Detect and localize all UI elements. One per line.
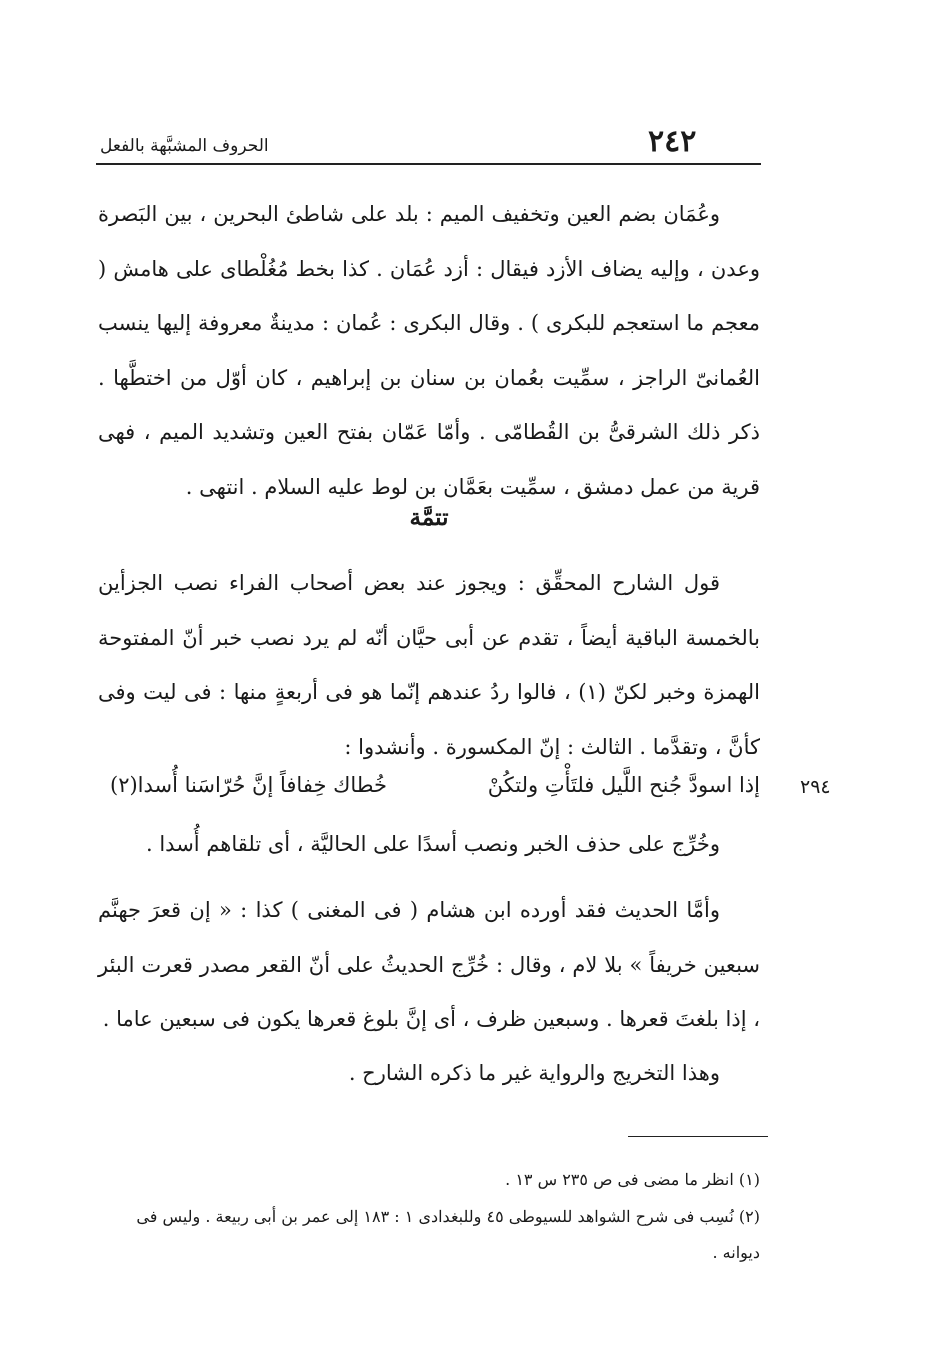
running-title: الحروف المشبَّهة بالفعل xyxy=(100,136,269,156)
paragraph-oman: وعُمَان بضم العين وتخفيف الميم : بلد على شاطئ البحرين ، بين البَصرة وعدن ، وإليه يضاف الأزد فيقال : أزد عُمَان . كذا بخط مُغُلْطاى على هامش ( معجم ما استعجم للبكرى ) . وقال البكرى : عُمان : مدينةٌ معروفة إليها ينسب العُمانىّ الراجز ، سمِّيت بعُمان بن سنان بن إبراهيم ، كان أوّل من اختطَّها . ذكر ذلك الشرقىُّ بن القُطامّى . وأمّا عَمّان بفتح العين وتشديد الميم ، فهى قرية من عمل دمشق ، سمِّيت بعَمَّان بن لوط عليه السلام . انتهى . xyxy=(98,202,760,499)
section-title: تتمَّة xyxy=(409,504,449,531)
paragraph-hadith: وأمَّا الحديث فقد أورده ابن هشام ( فى المغنى ) كذا : « إن قعرَ جهنَّم سبعين خريفاً » بلا لام ، وقال : خُرِّج الحديثُ على أنّ القعر مصدر قعرت البئر ، إذا بلغتَ قعرها . وسبعين ظرف ، أى إنَّ بلوغ قعرها يكون فى سبعين عاما . xyxy=(98,898,760,1031)
poetry-verse xyxy=(98,762,760,808)
page-number: ٢٤٢ xyxy=(648,124,697,159)
verse-second-hemistich: خُطاك خِفافاً إنَّ حُرّاسَنا أُسدا(٢) xyxy=(110,773,388,797)
verse-number: ٢٩٤ xyxy=(800,776,831,798)
footnote-1: (١) انظر ما مضى فى ص ٢٣٥ س ١٣ . xyxy=(505,1170,760,1189)
paragraph-interpretation: وخُرِّج على حذف الخبر ونصب أسدًا على الحاليَّة ، أى تلقاهم أُسدا . xyxy=(146,832,720,856)
verse-first-hemistich: إذا اسودَّ جُنح اللَّيل فلتَأْتِ ولتكُنْ xyxy=(487,773,760,797)
paragraph-commentary: قول الشارح المحقِّق : ويجوز عند بعض أصحاب الفراء نصب الجزأين بالخمسة الباقية أيضاً ، تقدم عن أبى حيَّان أنّه لم يرد نصب خبر أنّ المفتوحة الهمزة وخبر لكنّ (١) ، فالوا ردُ عندهم إنّما هو فى أربعةٍ منها : فى ليت وفى كأنَّ ، وتقدَّما . الثالث : إنّ المكسورة . وأنشدوا : xyxy=(98,571,760,759)
footnote-rule xyxy=(628,1136,768,1137)
paragraph-conclusion: وهذا التخريج والرواية غير ما ذكره الشارح . xyxy=(348,1061,720,1085)
header-rule xyxy=(96,163,761,165)
footnote-2: (٢) نُسِب فى شرح الشواهد للسيوطى ٤٥ وللبغدادى ١ : ١٨٣ إلى عمر بن أبى ربيعة . وليس فى ديوانه . xyxy=(136,1207,760,1262)
